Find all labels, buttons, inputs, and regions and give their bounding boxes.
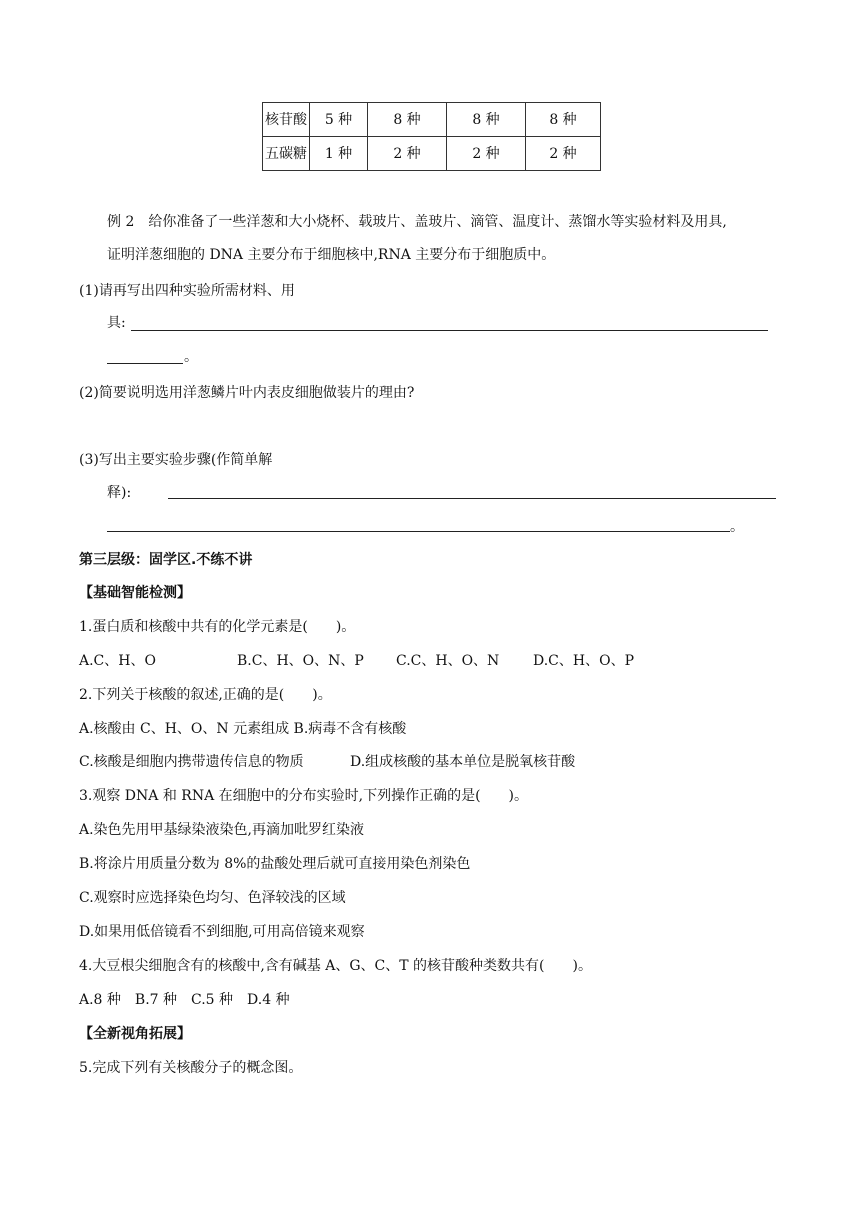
period-mark: 。 [184, 349, 198, 365]
option-a: A.C、H、O [79, 653, 156, 669]
table-cell: 2 种 [368, 137, 447, 171]
table-cell: 2 种 [526, 137, 601, 171]
table-row [263, 137, 601, 171]
question-3-text: (3)写出主要实验步骤(作简单解 [79, 452, 273, 468]
option-d: D.组成核酸的基本单位是脱氧核苷酸 [350, 754, 576, 770]
answer-line[interactable] [107, 531, 730, 532]
question-5: 5.完成下列有关核酸分子的概念图。 [79, 1060, 303, 1076]
table-cell: 五碳糖 [263, 137, 310, 171]
period-mark: 。 [730, 519, 744, 535]
question-3-label: 释): [107, 485, 132, 501]
example-line-1: 例 2 给你准备了一些洋葱和大小烧杯、载玻片、盖玻片、滴管、温度计、蒸馏水等实验材料及用具, [107, 214, 727, 230]
section-heading-expand: 【全新视角拓展】 [79, 1026, 191, 1042]
question-2-text: (2)简要说明选用洋葱鳞片叶内表皮细胞做装片的理由? [79, 385, 415, 401]
option-a: A.染色先用甲基绿染液染色,再滴加吡罗红染液 [79, 822, 365, 838]
question-1-text: (1)请再写出四种实验所需材料、用 [79, 283, 295, 299]
mc-question-3: 3.观察 DNA 和 RNA 在细胞中的分布实验时,下列操作正确的是( )。 [79, 788, 529, 804]
option-a-b: A.核酸由 C、H、O、N 元素组成 B.病毒不含有核酸 [79, 721, 407, 737]
table-cell: 2 种 [447, 137, 526, 171]
option-c: C.观察时应选择染色均匀、色泽较浅的区域 [79, 890, 346, 906]
table-cell: 1 种 [310, 137, 368, 171]
question-1-label: 具: [107, 315, 126, 331]
mc-question-1: 1.蛋白质和核酸中共有的化学元素是( )。 [79, 619, 356, 635]
option-c: C.核酸是细胞内携带遗传信息的物质 [79, 754, 304, 770]
option-b: B.C、H、O、N、P [237, 653, 364, 669]
option-c: C.C、H、O、N [396, 653, 500, 669]
answer-line[interactable] [107, 363, 183, 364]
table-cell: 核苷酸 [263, 103, 310, 137]
option-b: B.将涂片用质量分数为 8%的盐酸处理后就可直接用染色剂染色 [79, 856, 471, 872]
answer-line[interactable] [131, 330, 768, 331]
options-row: A.8 种 B.7 种 C.5 种 D.4 种 [79, 992, 290, 1008]
section-title: 第三层级：固学区.不练不讲 [79, 552, 253, 568]
option-d: D.C、H、O、P [533, 653, 634, 669]
table-cell: 8 种 [447, 103, 526, 137]
answer-line[interactable] [168, 498, 776, 499]
table-row [263, 103, 601, 137]
option-d: D.如果用低倍镜看不到细胞,可用高倍镜来观察 [79, 924, 365, 940]
table-cell: 5 种 [310, 103, 368, 137]
example-line-2: 证明洋葱细胞的 DNA 主要分布于细胞核中,RNA 主要分布于细胞质中。 [107, 247, 556, 263]
mc-question-4: 4.大豆根尖细胞含有的核酸中,含有碱基 A、G、C、T 的核苷酸种类数共有( )。 [79, 958, 592, 974]
mc-question-2: 2.下列关于核酸的叙述,正确的是( )。 [79, 687, 332, 703]
comparison-table [262, 102, 601, 171]
table-cell: 8 种 [526, 103, 601, 137]
section-heading-basic: 【基础智能检测】 [79, 585, 191, 601]
table-cell: 8 种 [368, 103, 447, 137]
